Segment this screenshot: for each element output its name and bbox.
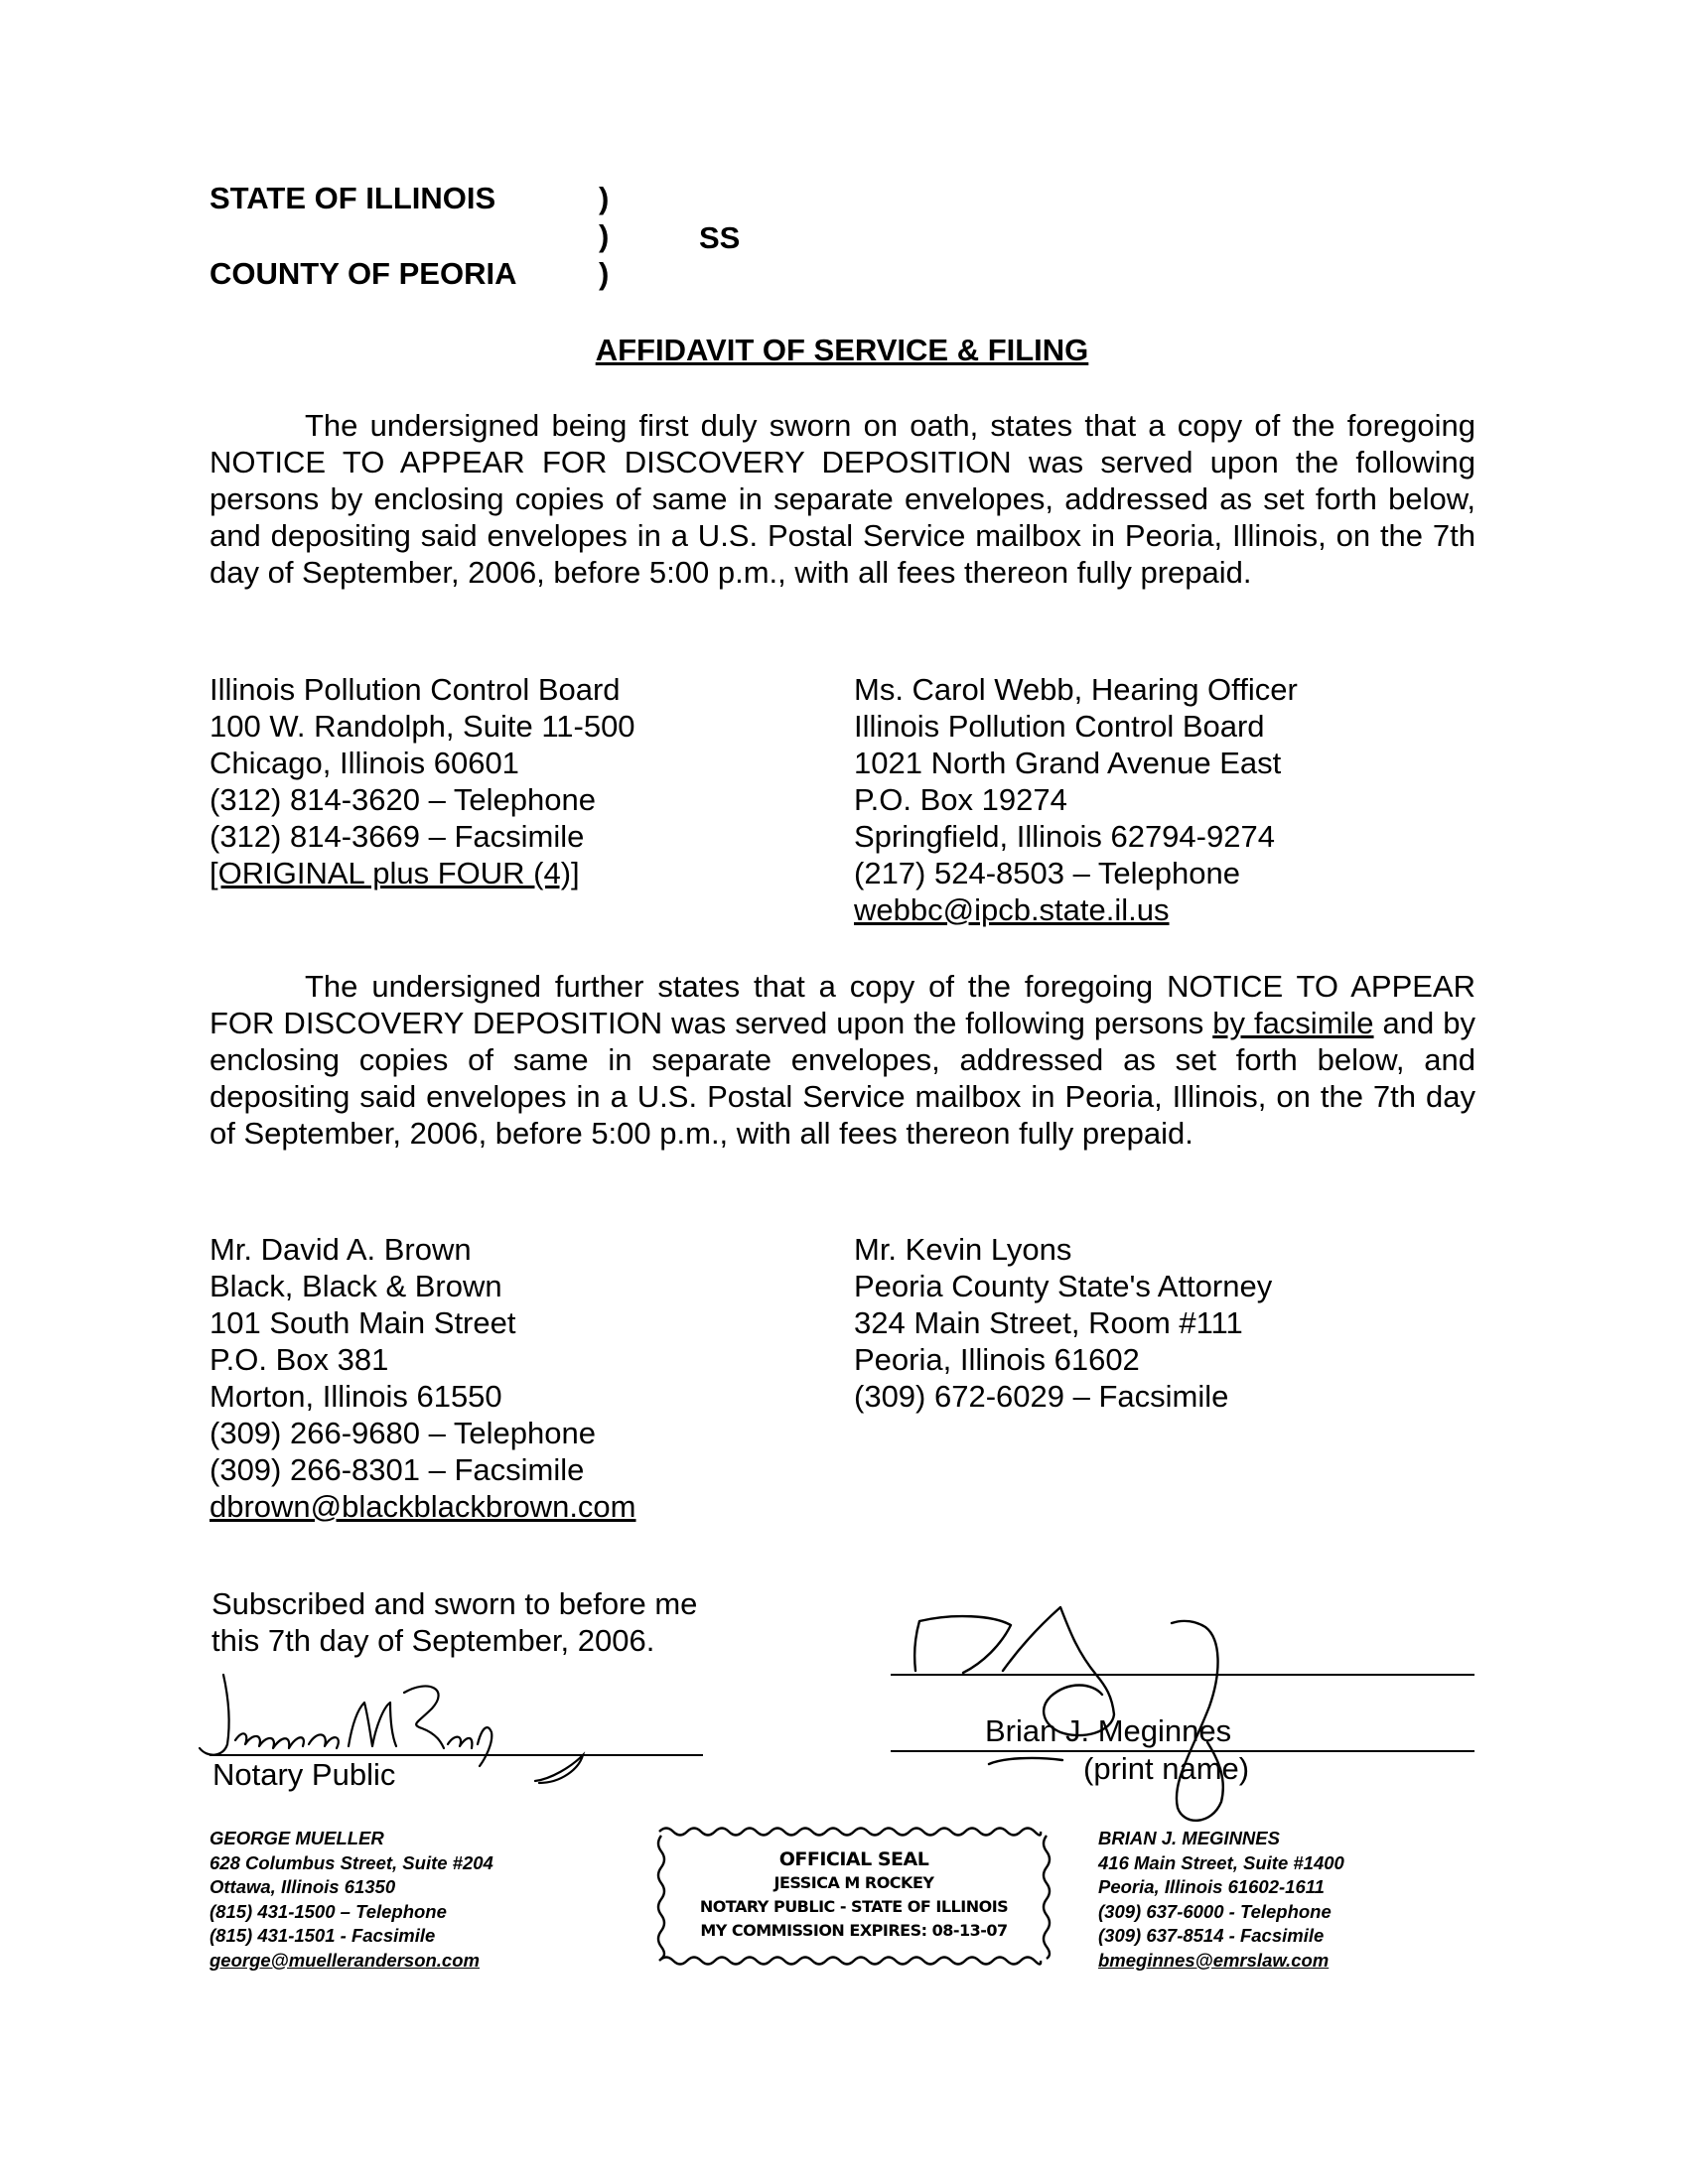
footer-line: Peoria, Illinois 61602-1611 [1098, 1876, 1325, 1897]
affiant-signature [894, 1583, 1311, 1842]
paragraph-2-underlined: by facsimile [1212, 1006, 1374, 1040]
caption-paren-2: ) [599, 218, 610, 253]
address-line: P.O. Box 381 [210, 1342, 389, 1377]
sworn-statement [211, 1585, 697, 1659]
paragraph-2-after: and by enclosing copies of same in separate envelopes, addressed as set forth below, and depositing said envelopes in a U.S. Postal Service mailbox in Peoria, Illinois, on the 7th day of September, 2006, before 5:00 p.m., with all fees thereon fully prepaid. [210, 1006, 1476, 1151]
address-line: (309) 672-6029 – Facsimile [854, 1379, 1229, 1414]
footer-line: (815) 431-1500 – Telephone [210, 1900, 447, 1922]
footer-line: BRIAN J. MEGINNES [1098, 1828, 1280, 1848]
seal-line: JESSICA M ROCKEY [773, 1873, 934, 1892]
seal-line: MY COMMISSION EXPIRES: 08-13-07 [700, 1921, 1008, 1940]
address-line: Black, Black & Brown [210, 1269, 502, 1303]
footer-attorney-meginnes [1098, 1827, 1344, 1973]
email-link[interactable]: dbrown@blackblackbrown.com [210, 1489, 636, 1524]
footer-line: 628 Columbus Street, Suite #204 [210, 1851, 493, 1873]
notary-signature-line [210, 1754, 703, 1756]
county-caption: COUNTY OF PEORIA [210, 256, 517, 291]
address-line: (312) 814-3669 – Facsimile [210, 819, 585, 854]
address-line: 100 W. Randolph, Suite 11-500 [210, 709, 635, 744]
address-line: Peoria, Illinois 61602 [854, 1342, 1140, 1377]
seal-line: OFFICIAL SEAL [778, 1848, 929, 1870]
footer-line: Ottawa, Illinois 61350 [210, 1876, 396, 1897]
paragraph-service-mail [210, 407, 1475, 591]
sworn-line: Subscribed and sworn to before me [211, 1586, 698, 1621]
recipient-kevin-lyons [854, 1231, 1272, 1415]
email-link[interactable]: webbc@ipcb.state.il.us [854, 892, 1170, 927]
footer-attorney-mueller [210, 1827, 493, 1973]
print-name-label: (print name) [1083, 1751, 1250, 1786]
paragraph-1-text: The undersigned being first duly sworn on oath, states that a copy of the foregoing NOTICE TO APPEAR FOR DISCOVERY DEPOSITION was served upon the following persons by enclosing copies of same in separate envelopes, addressed as set forth below, and depositing said envelopes in a U.S. Postal Service mailbox in Peoria, Illinois, on the 7th day of September, 2006, before 5:00 p.m., with all fees thereon fully prepaid. [210, 408, 1475, 590]
email-link[interactable]: george@muelleranderson.com [210, 1949, 480, 1971]
address-line: Mr. Kevin Lyons [854, 1232, 1072, 1267]
address-line: [ORIGINAL plus FOUR (4)] [210, 856, 580, 890]
address-line: Illinois Pollution Control Board [210, 672, 621, 707]
footer-line: (309) 637-8514 - Facsimile [1098, 1925, 1325, 1946]
address-line: P.O. Box 19274 [854, 782, 1067, 817]
footer-line: 416 Main Street, Suite #1400 [1098, 1851, 1344, 1873]
address-line: (312) 814-3620 – Telephone [210, 782, 596, 817]
paragraph-service-fax [210, 968, 1475, 1152]
address-line: Ms. Carol Webb, Hearing Officer [854, 672, 1298, 707]
sworn-line: this 7th day of September, 2006. [211, 1623, 655, 1658]
seal-text [673, 1847, 1035, 1943]
recipient-hearing-officer [854, 671, 1298, 928]
address-line: 101 South Main Street [210, 1305, 516, 1340]
paragraph-2-before: The undersigned further states that a copy of the foregoing NOTICE TO APPEAR FOR DISCOVERY DEPOSITION was served upon the following persons [210, 969, 1475, 1040]
seal-line: NOTARY PUBLIC - STATE OF ILLINOIS [699, 1897, 1009, 1916]
ss-label: SS [699, 220, 741, 255]
caption-paren-3: ) [599, 256, 610, 291]
email-link[interactable]: bmeginnes@emrslaw.com [1098, 1949, 1330, 1971]
address-line: (309) 266-8301 – Facsimile [210, 1452, 585, 1487]
address-line: Illinois Pollution Control Board [854, 709, 1265, 744]
caption-paren-1: ) [599, 181, 610, 215]
address-line: 324 Main Street, Room #111 [854, 1305, 1243, 1340]
footer-line: GEORGE MUELLER [210, 1828, 384, 1848]
state-caption: STATE OF ILLINOIS [210, 181, 496, 215]
affiant-printed-name: Brian J. Meginnes [985, 1713, 1232, 1748]
address-line: (309) 266-9680 – Telephone [210, 1416, 596, 1450]
document-title: AFFIDAVIT OF SERVICE & FILING [595, 333, 1089, 367]
address-line: Springfield, Illinois 62794-9274 [854, 819, 1275, 854]
address-line: Peoria County State's Attorney [854, 1269, 1273, 1303]
official-seal-stamp [651, 1822, 1056, 1971]
notary-public-label: Notary Public [212, 1757, 396, 1792]
recipient-pollution-control-board [210, 671, 635, 891]
address-line: Chicago, Illinois 60601 [210, 746, 519, 780]
address-line: 1021 North Grand Avenue East [854, 746, 1282, 780]
address-line: Mr. David A. Brown [210, 1232, 472, 1267]
address-line: Morton, Illinois 61550 [210, 1379, 502, 1414]
footer-line: (815) 431-1501 - Facsimile [210, 1925, 436, 1946]
recipient-david-brown [210, 1231, 636, 1525]
address-line: (217) 524-8503 – Telephone [854, 856, 1240, 890]
footer-line: (309) 637-6000 - Telephone [1098, 1900, 1332, 1922]
